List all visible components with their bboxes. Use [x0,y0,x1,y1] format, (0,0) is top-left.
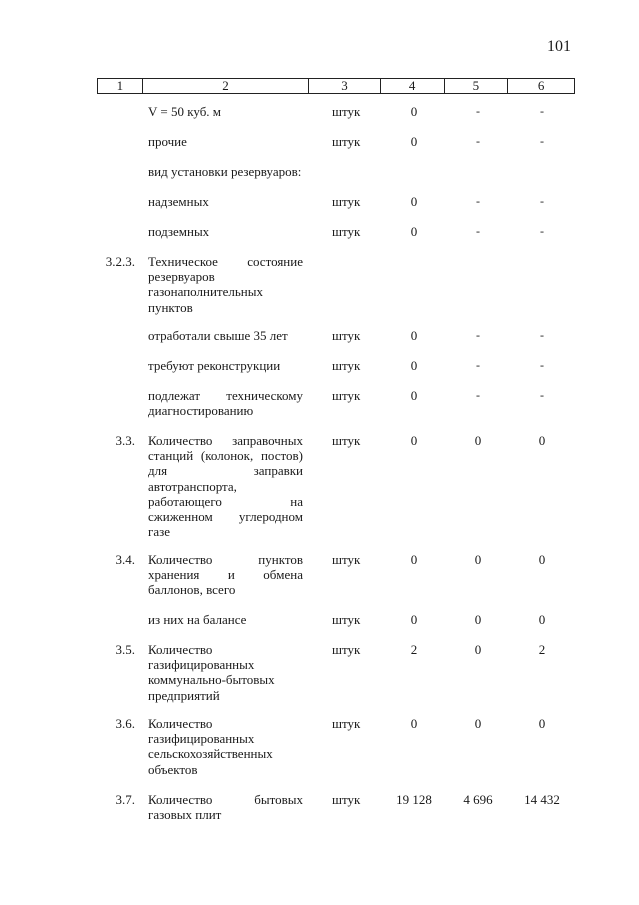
row-name [148,792,303,822]
row-unit: штук [332,388,361,403]
header-col-6: 6 [507,79,574,93]
row-name-line: автотранспорта, [148,478,237,494]
row-name-line: из них на балансе [148,612,247,627]
row-value-col5: - [476,194,480,208]
row-name [148,388,303,418]
row-name [148,642,303,703]
header-col-1: 1 [116,78,124,93]
row-number: 3.3. [115,433,135,448]
row-number: 3.6. [115,716,135,731]
row-value-col6: 0 [538,552,546,567]
row-value-col5: 0 [474,552,482,567]
row-name [148,134,303,149]
row-name-line: подземных [148,224,210,239]
row-name-line: требуют реконструкции [148,358,281,373]
row-unit: штук [332,612,361,627]
row-value-col5: - [476,224,480,238]
row-name-line: коммунально-бытовых [148,672,275,688]
row-name-line: Количество [148,642,213,657]
row-value-col5: - [476,328,480,342]
row-name-line: газонаполнительных [148,284,263,300]
row-value-col5: - [476,104,480,118]
row-name-line: газовых плит [148,807,222,823]
row-name-line: предприятий [148,687,220,703]
header-col-5: 5 [444,79,508,93]
row-name-line: сельскохозяйственных [148,746,273,762]
row-value-col6: - [540,358,544,372]
row-value-col6: - [540,194,544,208]
row-value-col5: - [476,388,480,402]
row-name-line: сжиженном углеродном [148,509,303,525]
row-value-col5: - [476,134,480,148]
row-unit: штук [332,358,361,373]
row-value-col4: 0 [410,358,418,373]
row-value-col6: 2 [538,642,546,657]
row-name-line: Количество заправочных [148,433,303,448]
row-value-col4: 0 [410,194,418,209]
row-unit: штук [332,224,361,239]
row-name [148,164,303,179]
row-value-col6: 0 [538,612,546,627]
row-name-line: объектов [148,761,198,777]
row-name-line: резервуаров [148,269,215,285]
row-value-col5: 0 [474,642,482,657]
row-value-col6: 0 [538,716,546,731]
row-name-line: диагностированию [148,403,254,419]
row-name-line: вид установки резервуаров: [148,164,302,179]
row-unit: штук [332,194,361,209]
header-col-2: 2 [142,79,308,93]
row-value-col5: - [476,358,480,372]
row-name-line: пунктов [148,299,193,315]
header-col-3: 3 [308,79,380,93]
row-name-line: газифицированных [148,731,255,747]
row-unit: штук [332,433,361,448]
row-name-line: Количество [148,716,213,731]
row-name [148,552,303,598]
page-number: 101 [547,38,571,55]
row-unit: штук [332,134,361,149]
row-name [148,104,303,119]
row-value-col6: - [540,328,544,342]
row-name-line: прочие [148,134,187,149]
row-value-col4: 0 [410,224,418,239]
row-name-line: хранения и обмена [148,567,303,583]
row-unit: штук [332,104,361,119]
row-value-col4: 0 [410,552,418,567]
row-name [148,433,303,539]
row-unit: штук [332,716,361,731]
row-value-col4: 0 [410,388,418,403]
row-name-line: для заправки [148,463,303,479]
row-name-line: работающего на [148,493,303,509]
row-name-line: Техническое состояние [148,254,303,269]
row-name-line: надземных [148,194,209,209]
row-name-line: Количество пунктов [148,552,303,567]
row-value-col6: - [540,224,544,238]
row-number: 3.5. [115,642,135,657]
row-unit: штук [332,552,361,567]
row-unit: штук [332,642,361,657]
row-value-col6: - [540,388,544,402]
row-name [148,612,303,627]
row-number: 3.2.3. [105,254,135,269]
row-value-col6: - [540,134,544,148]
row-unit: штук [332,328,361,343]
row-value-col5: 4 696 [463,792,493,807]
row-value-col4: 0 [410,433,418,448]
row-value-col4: 0 [410,328,418,343]
row-name-line: V = 50 куб. м [148,104,222,119]
row-value-col4: 0 [410,104,418,119]
header-col-4: 4 [380,79,444,93]
row-name [148,716,303,777]
row-value-col6: - [540,104,544,118]
row-number: 3.7. [115,792,135,807]
row-value-col5: 0 [474,433,482,448]
row-name [148,224,303,239]
row-value-col5: 0 [474,612,482,627]
row-name [148,194,303,209]
row-value-col5: 0 [474,716,482,731]
row-name-line: газе [148,524,171,540]
row-value-col4: 0 [410,612,418,627]
row-name [148,358,303,373]
row-name-line: газифицированных [148,657,255,673]
row-name-line: Количество бытовых [148,792,303,807]
row-name-line: станций (колонок, постов) [148,448,303,464]
row-value-col6: 14 432 [524,792,560,807]
row-number: 3.4. [115,552,135,567]
row-value-col6: 0 [538,433,546,448]
row-name [148,254,303,315]
row-value-col4: 2 [410,642,418,657]
row-value-col4: 0 [410,716,418,731]
row-name-line: подлежат техническому [148,388,303,403]
row-value-col4: 0 [410,134,418,149]
row-name-line: баллонов, всего [148,582,236,598]
row-value-col4: 19 128 [396,792,432,807]
row-name [148,328,303,343]
row-name-line: отработали свыше 35 лет [148,328,288,343]
table-header [97,78,575,94]
row-unit: штук [332,792,361,807]
